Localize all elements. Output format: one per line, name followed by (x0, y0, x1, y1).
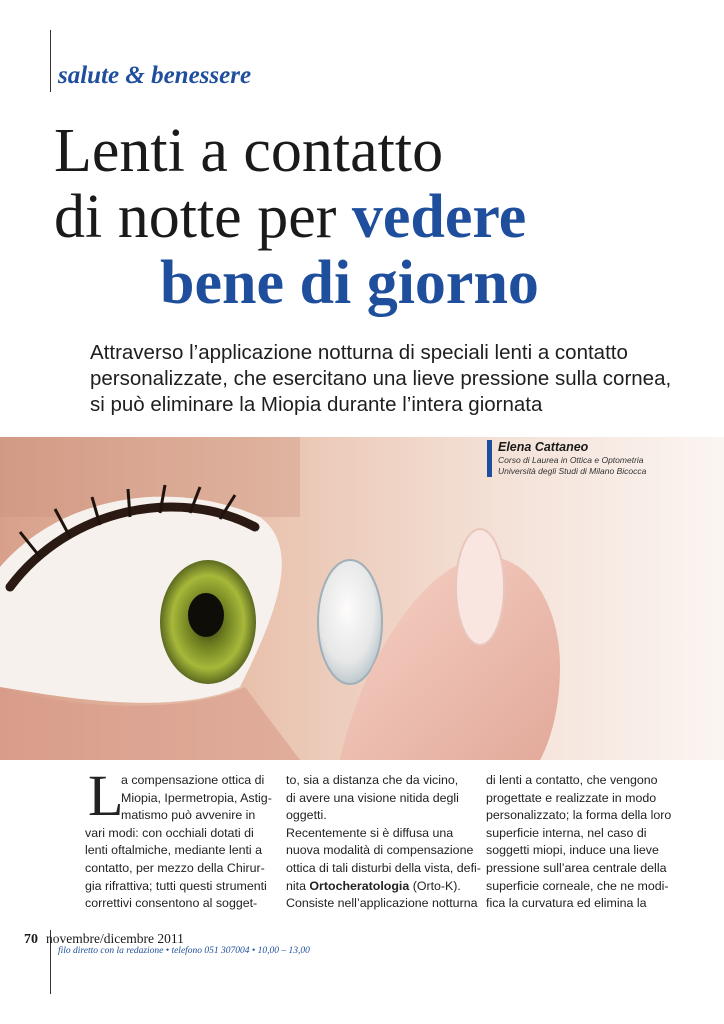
body-line: ottica di tali disturbi della vista, defi- (286, 860, 481, 875)
body-line: superficie interna, nel caso di (486, 825, 647, 840)
footer-contact: filo diretto con la redazione • telefono 051 307004 • 10,00 – 13,00 (58, 946, 310, 956)
author-affiliation-university: Università degli Studi di Milano Bicocca (498, 466, 647, 476)
body-line: to, sia a distanza che da vicino, (286, 773, 459, 787)
body-line: a compensazione ottica di (121, 773, 265, 787)
body-line: gia rifrattiva; tutti questi strumenti (85, 878, 267, 893)
keyword-ortocheratologia: Ortocheratologia (309, 878, 410, 893)
body-line: correttivi consentono al sogget- (85, 896, 258, 911)
body-line: progettate e realizzate in modo (486, 790, 657, 805)
author-affiliation-course: Corso di Laurea in Ottica e Optometria (498, 455, 644, 465)
issue-date: novembre/dicembre 2011 (46, 931, 184, 946)
hero-illustration (0, 437, 724, 760)
body-line: fica la curvatura ed elimina la (486, 896, 647, 911)
body-line-mixed (286, 878, 474, 896)
title-line-3: bene di giorno (160, 249, 539, 317)
title-line-1: Lenti a contatto (54, 117, 444, 185)
author-name: Elena Cattaneo (498, 440, 589, 454)
body-line: pressione sull’area centrale della (486, 860, 667, 875)
body-line: personalizzato; la forma della loro (486, 808, 672, 823)
body-line: Miopia, Ipermetropia, Astig- (121, 790, 272, 805)
body-column-1 (85, 772, 275, 913)
body-text: (Orto-K). (409, 878, 461, 893)
article-title (54, 118, 539, 316)
body-line: lenti oftalmiche, mediante lenti a (85, 843, 263, 858)
body-text: nita (286, 878, 310, 893)
body-line: nuova modalità di compensazione (286, 843, 474, 858)
body-column-2 (286, 772, 481, 913)
drop-cap: L (88, 763, 124, 828)
body-line: contatto, per mezzo della Chirur- (85, 860, 265, 875)
page-number: 70 (24, 932, 38, 947)
body-line: di lenti a contatto, che vengono (486, 773, 658, 787)
body-line: vari modi: con occhiali dotati di (85, 825, 254, 840)
body-line: Consiste nell’applicazione notturna (286, 896, 478, 911)
body-line: soggetti miopi, induce una lieve (486, 843, 659, 858)
title-line-2-plain: di notte per (54, 183, 352, 251)
author-block (487, 440, 646, 477)
body-line: superficie corneale, che ne modi- (486, 878, 669, 893)
body-column-3 (486, 772, 672, 913)
body-line: oggetti. (286, 808, 327, 823)
article-subtitle: Attraverso l’applicazione notturna di speciali lenti a contatto personalizzate, che esercitano una lieve pressione sulla cornea, si può eliminare la Miopia durante l’intera giornata (90, 341, 672, 416)
section-label: salute & benessere (58, 62, 252, 89)
body-line: di avere una visione nitida degli (286, 790, 459, 805)
hero-image-eye-contact-lens (0, 437, 724, 760)
body-line: matismo può avvenire in (121, 808, 256, 823)
body-line: Recentemente si è diffusa una (286, 825, 454, 840)
top-rule (50, 30, 51, 92)
title-line-2-highlight: vedere (351, 183, 527, 251)
